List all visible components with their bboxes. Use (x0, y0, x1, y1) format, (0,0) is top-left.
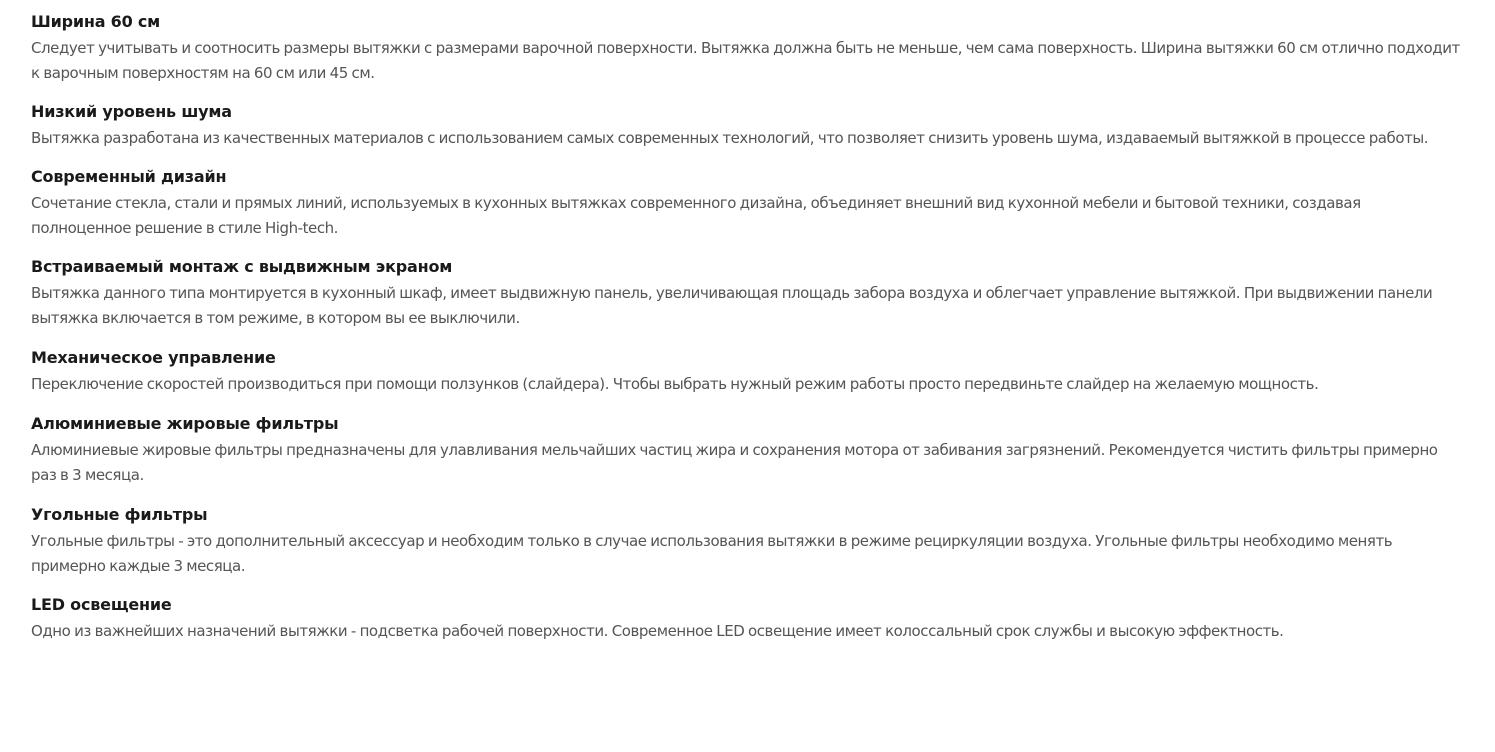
feature-modern-design (31, 165, 1464, 241)
feature-title: Низкий уровень шума (31, 102, 232, 121)
feature-built-in-mount (31, 255, 1464, 331)
feature-low-noise (31, 100, 1464, 151)
feature-description: Следует учитывать и соотносить размеры вытяжки с размерами варочной поверхности. Вытяжка должна быть не меньше, чем сама поверхность. Ширина вытяжки 60 см отлично подходит к варочным поверхностям на 60 см или 45 см. (31, 39, 1460, 82)
feature-description: Сочетание стекла, стали и прямых линий, используемых в кухонных вытяжках современного дизайна, объединяет внешний вид кухонной мебели и бытовой техники, создавая полноценное решение в стиле High-tech. (31, 194, 1361, 237)
feature-description: Одно из важнейших назначений вытяжки - подсветка рабочей поверхности. Современное LED освещение имеет колоссальный срок службы и высокую эффектность. (31, 622, 1284, 640)
feature-title: LED освещение (31, 595, 172, 614)
feature-description: Угольные фильтры - это дополнительный аксессуар и необходим только в случае использования вытяжки в режиме рециркуляции воздуха. Угольные фильтры необходимо менять примерно каждые 3 месяца. (31, 532, 1393, 575)
feature-title: Ширина 60 см (31, 12, 161, 31)
feature-led-lighting (31, 593, 1464, 644)
feature-width (31, 10, 1464, 86)
feature-aluminum-filters (31, 412, 1464, 488)
feature-description: Переключение скоростей производиться при помощи ползунков (слайдера). Чтобы выбрать нужный режим работы просто передвиньте слайдер на желаемую мощность. (31, 375, 1319, 393)
feature-description: Вытяжка разработана из качественных материалов с использованием самых современных технологий, что позволяет снизить уровень шума, издаваемый вытяжкой в процессе работы. (31, 129, 1429, 147)
feature-title: Механическое управление (31, 348, 276, 367)
feature-mechanical-control (31, 346, 1464, 397)
feature-title: Угольные фильтры (31, 505, 208, 524)
feature-description: Вытяжка данного типа монтируется в кухонный шкаф, имеет выдвижную панель, увеличивающая площадь забора воздуха и облегчает управление вытяжкой. При выдвижении панели вытяжка включается в том режиме, в котором вы ее выключили. (31, 284, 1433, 327)
feature-description: Алюминиевые жировые фильтры предназначены для улавливания мельчайших частиц жира и сохранения мотора от забивания загрязнений. Рекомендуется чистить фильтры примерно раз в 3 месяца. (31, 441, 1438, 484)
feature-carbon-filters (31, 503, 1464, 579)
feature-title: Встраиваемый монтаж с выдвижным экраном (31, 257, 453, 276)
feature-title: Алюминиевые жировые фильтры (31, 414, 339, 433)
feature-title: Современный дизайн (31, 167, 227, 186)
